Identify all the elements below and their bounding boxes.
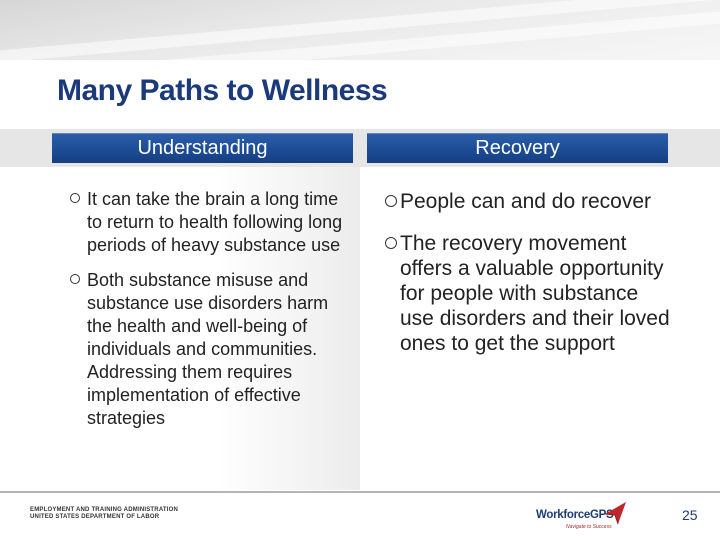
workforcegps-wordmark: WorkforceGPS [536, 509, 614, 521]
top-decorative-band [0, 0, 720, 60]
workforcegps-logo [536, 500, 636, 534]
column-header-understanding: Understanding [52, 133, 353, 163]
dol-department-name: UNITED STATES DEPARTMENT OF LABOR [30, 514, 160, 520]
hollow-circle-bullet-icon [385, 195, 397, 207]
dol-agency-name: EMPLOYMENT AND TRAINING ADMINISTRATION [30, 507, 179, 513]
list-item [70, 188, 350, 257]
column-header-recovery: Recovery [367, 133, 668, 163]
bullet-text: Both substance misuse and substance use disorders harm the health and well-being of individuals and communities. Addressing them requires implementation of effective strategies [87, 270, 329, 428]
footer-divider [0, 491, 720, 493]
list-item [385, 231, 675, 356]
dol-logo [30, 507, 178, 521]
recovery-bullet-list [385, 189, 675, 373]
bullet-text: People can and do recover [400, 190, 652, 213]
page-number: 25 [682, 507, 698, 523]
slide-title: Many Paths to Wellness [57, 74, 388, 107]
workforcegps-tagline: Navigate to Success [566, 524, 612, 530]
hollow-circle-bullet-icon [385, 237, 397, 249]
bullet-text: It can take the brain a long time to return to health following long periods of heavy substance use [87, 189, 343, 255]
list-item [385, 189, 675, 214]
workforcegps-arrow-icon [602, 500, 628, 526]
list-item [70, 269, 350, 430]
hollow-circle-bullet-icon [70, 193, 80, 203]
understanding-bullet-list [70, 188, 350, 442]
bullet-text: The recovery movement offers a valuable opportunity for people with substance use disorders and their loved ones to get the support [400, 232, 670, 355]
hollow-circle-bullet-icon [70, 274, 80, 284]
